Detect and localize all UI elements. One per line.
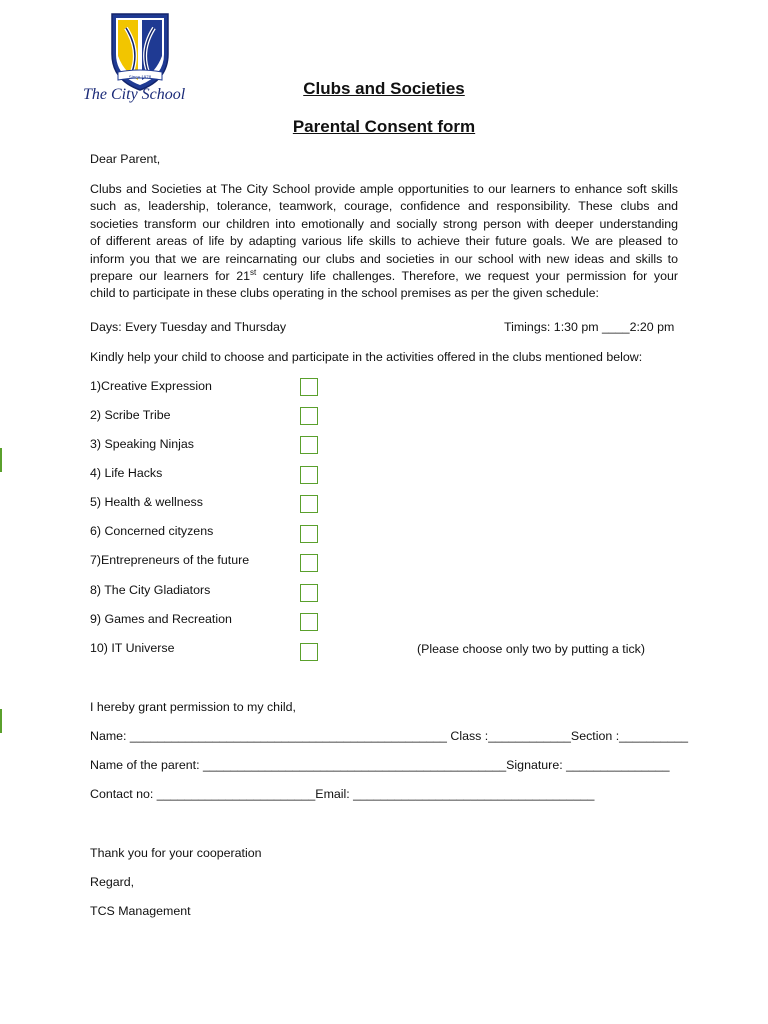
- club-label: 7)Entrepreneurs of the future: [90, 553, 250, 567]
- club-checkbox-it-universe[interactable]: [300, 643, 318, 661]
- club-label: 3) Speaking Ninjas: [90, 437, 195, 451]
- paragraph-line: inform you that we are reincarnating our clubs and societies in our school with new ideas and skills to: [90, 251, 678, 266]
- parent-name-signature-field[interactable]: Name of the parent: ____________________________________________Signature: _______________: [90, 758, 670, 772]
- thanks-line: Thank you for your cooperation: [90, 846, 262, 860]
- club-label: 9) Games and Recreation: [90, 612, 232, 626]
- club-instruction: Kindly help your child to choose and participate in the activities offered in the clubs mentioned below:: [90, 350, 643, 364]
- intro-paragraph: [90, 181, 678, 303]
- choose-note: (Please choose only two by putting a tick): [417, 642, 645, 656]
- salutation: Dear Parent,: [90, 152, 161, 166]
- child-name-class-section-field[interactable]: Name: ______________________________________________ Class :____________Section :__________: [90, 729, 689, 743]
- school-name-logo: The City School: [83, 86, 186, 103]
- club-checkbox-games-recreation[interactable]: [300, 613, 318, 631]
- club-label: 5) Health & wellness: [90, 495, 203, 509]
- club-checkbox-entrepreneurs[interactable]: [300, 554, 318, 572]
- schedule-timings: Timings: 1:30 pm ____2:20 pm: [504, 320, 675, 334]
- club-checkbox-speaking-ninjas[interactable]: [300, 436, 318, 454]
- edge-mark: [0, 709, 2, 733]
- paragraph-line: child to participate in these clubs operating in the school premises as per the given schedule:: [90, 286, 600, 301]
- paragraph-text: century life challenges. Therefore, we request your permission for your: [256, 268, 678, 283]
- club-checkbox-city-gladiators[interactable]: [300, 584, 318, 602]
- paragraph-line: such as, leadership, tolerance, teamwork, courage, confidence and responsibility. These clubs and: [90, 199, 678, 214]
- club-checkbox-life-hacks[interactable]: [300, 466, 318, 484]
- contact-email-field[interactable]: Contact no: _______________________Email: ___________________________________: [90, 787, 595, 801]
- club-label: 4) Life Hacks: [90, 466, 163, 480]
- club-label: 6) Concerned cityzens: [90, 524, 214, 538]
- schedule-days: Days: Every Tuesday and Thursday: [90, 320, 287, 334]
- paragraph-line: [90, 268, 678, 285]
- logo-motto: Since 1978: [128, 74, 152, 80]
- signoff-line: TCS Management: [90, 904, 191, 918]
- paragraph-line: societies transform our children into emotionally and socially strong person with deeper understanding: [90, 216, 678, 231]
- paragraph-line: Clubs and Societies at The City School provide ample opportunities to our learners to enhance soft skills: [90, 182, 678, 196]
- paragraph-text: prepare our learners for 21: [90, 268, 250, 283]
- ordinal-suffix: st: [250, 267, 257, 277]
- club-label: 2) Scribe Tribe: [90, 408, 171, 422]
- page-subtitle: Parental Consent form: [292, 117, 476, 136]
- club-checkbox-concerned-cityzens[interactable]: [300, 525, 318, 543]
- club-label: 10) IT Universe: [90, 641, 175, 655]
- paragraph-line: of different areas of life by adapting various life skills to achieve their future goals. We are pleased to: [90, 234, 678, 249]
- edge-mark: [0, 448, 2, 472]
- grant-statement: I hereby grant permission to my child,: [90, 700, 296, 714]
- club-checkbox-health-wellness[interactable]: [300, 495, 318, 513]
- club-label: 1)Creative Expression: [90, 379, 212, 393]
- club-checkbox-scribe-tribe[interactable]: [300, 407, 318, 425]
- club-checkbox-creative-expression[interactable]: [300, 378, 318, 396]
- regard-line: Regard,: [90, 875, 135, 889]
- club-label: 8) The City Gladiators: [90, 583, 211, 597]
- page-title: Clubs and Societies: [303, 79, 465, 98]
